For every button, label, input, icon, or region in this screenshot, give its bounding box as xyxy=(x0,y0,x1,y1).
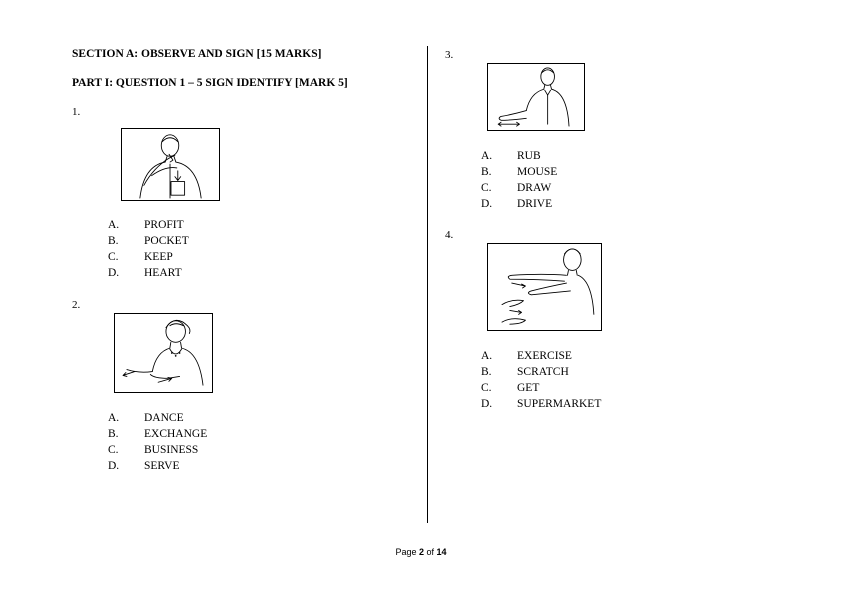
option-letter: A. xyxy=(108,219,120,231)
option-c[interactable] xyxy=(108,442,207,458)
sign-figure-icon xyxy=(115,314,212,392)
part-title: PART I: QUESTION 1 – 5 SIGN IDENTIFY [MARK 5] xyxy=(72,77,348,89)
option-b[interactable] xyxy=(481,364,601,380)
option-letter: D. xyxy=(481,398,493,410)
question-number-3: 3. xyxy=(445,49,454,61)
option-c[interactable] xyxy=(481,380,601,396)
option-text: SCRATCH xyxy=(517,366,569,378)
option-text: KEEP xyxy=(144,251,173,263)
option-letter: C. xyxy=(108,251,119,263)
option-letter: A. xyxy=(108,412,120,424)
option-letter: C. xyxy=(481,182,492,194)
option-letter: B. xyxy=(108,428,119,440)
option-text: EXERCISE xyxy=(517,350,572,362)
option-b[interactable] xyxy=(481,164,557,180)
option-text: PROFIT xyxy=(144,219,184,231)
option-letter: B. xyxy=(108,235,119,247)
option-text: SUPERMARKET xyxy=(517,398,602,410)
option-text: HEART xyxy=(144,267,182,279)
option-a[interactable] xyxy=(481,148,557,164)
option-text: SERVE xyxy=(144,460,180,472)
option-d[interactable] xyxy=(108,458,207,474)
question-1-figure xyxy=(121,128,220,201)
option-text: BUSINESS xyxy=(144,444,199,456)
sign-figure-icon xyxy=(488,244,601,330)
page-total: 14 xyxy=(436,547,447,557)
question-2-figure xyxy=(114,313,213,393)
option-text: EXCHANGE xyxy=(144,428,208,440)
option-c[interactable] xyxy=(481,180,557,196)
question-4-options xyxy=(481,348,601,412)
question-3-figure xyxy=(487,63,585,131)
option-b[interactable] xyxy=(108,426,207,442)
sign-figure-icon xyxy=(488,64,584,130)
page-of: of xyxy=(426,547,435,557)
sign-figure-icon xyxy=(122,129,219,200)
option-text: DANCE xyxy=(144,412,184,424)
option-letter: D. xyxy=(108,267,120,279)
option-text: RUB xyxy=(517,150,541,162)
question-number-2: 2. xyxy=(72,299,81,311)
option-letter: C. xyxy=(481,382,492,394)
question-number-4: 4. xyxy=(445,229,454,241)
option-letter: A. xyxy=(481,350,493,362)
option-text: MOUSE xyxy=(517,166,558,178)
option-letter: A. xyxy=(481,150,493,162)
question-3-options xyxy=(481,148,557,212)
question-number-1: 1. xyxy=(72,106,81,118)
option-d[interactable] xyxy=(481,196,557,212)
question-4-figure xyxy=(487,243,602,331)
page-current: 2 xyxy=(418,547,424,557)
option-letter: D. xyxy=(108,460,120,472)
option-letter: D. xyxy=(481,198,493,210)
option-text: GET xyxy=(517,382,540,394)
option-text: POCKET xyxy=(144,235,189,247)
option-c[interactable] xyxy=(108,249,189,265)
option-a[interactable] xyxy=(108,410,207,426)
option-text: DRAW xyxy=(517,182,552,194)
page-footer xyxy=(0,547,842,557)
option-letter: B. xyxy=(481,366,492,378)
section-title: SECTION A: OBSERVE AND SIGN [15 MARKS] xyxy=(72,48,322,60)
option-letter: B. xyxy=(481,166,492,178)
page-label: Page xyxy=(395,547,417,557)
column-divider xyxy=(427,46,428,523)
option-letter: C. xyxy=(108,444,119,456)
question-1-options xyxy=(108,217,189,281)
option-text: DRIVE xyxy=(517,198,553,210)
option-d[interactable] xyxy=(108,265,189,281)
option-d[interactable] xyxy=(481,396,601,412)
question-2-options xyxy=(108,410,207,474)
option-a[interactable] xyxy=(108,217,189,233)
option-b[interactable] xyxy=(108,233,189,249)
option-a[interactable] xyxy=(481,348,601,364)
